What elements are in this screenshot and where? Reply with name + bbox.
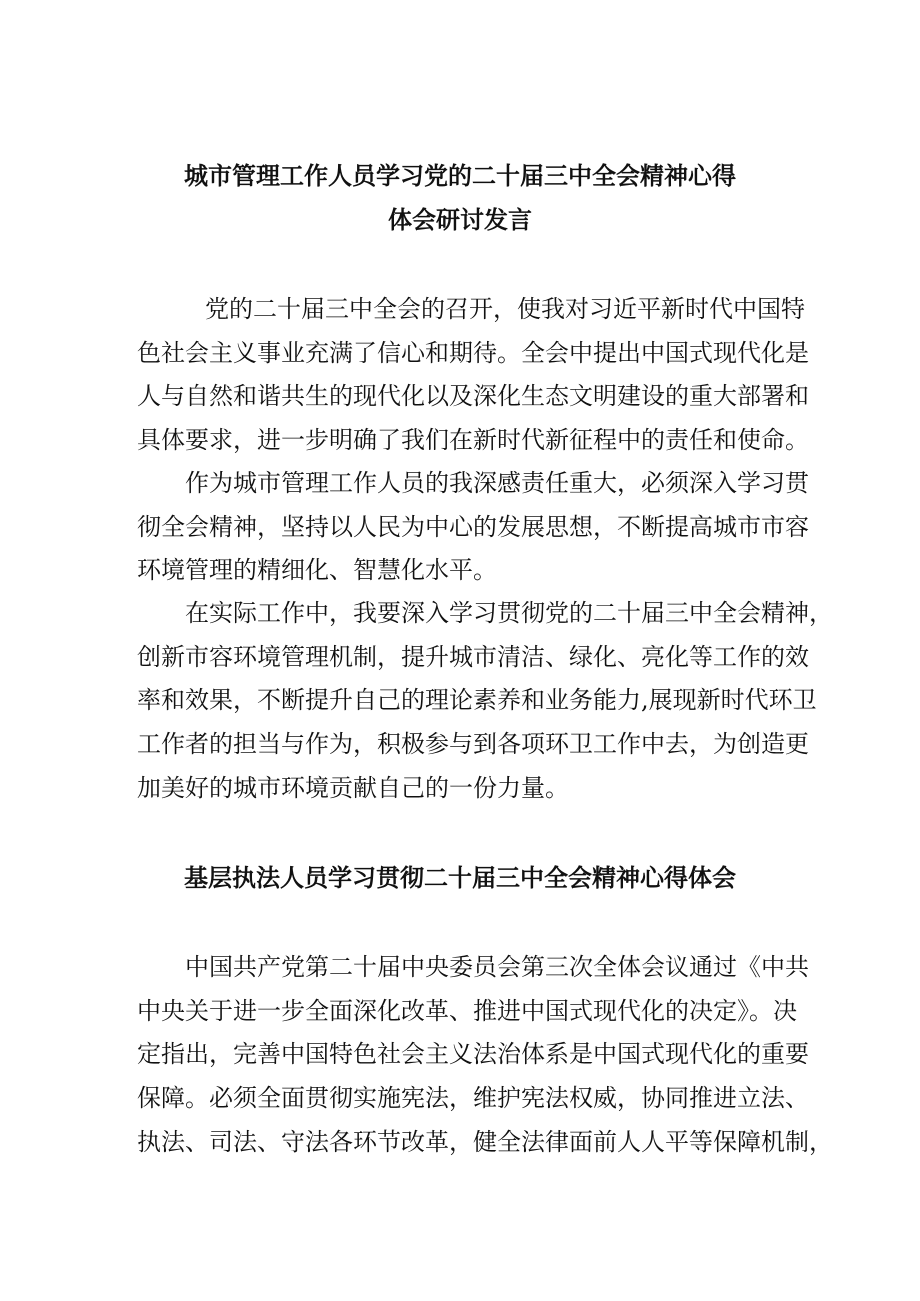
section2-title <box>0 856 920 900</box>
section1-paragraph-3 <box>137 592 833 811</box>
paragraph-line: 中央关于进一步全面深化改革、推进中国式现代化的决定》。决 <box>137 996 797 1025</box>
section2-title-line: 基层执法人员学习贯彻二十届三中全会精神心得体会 <box>184 864 736 892</box>
paragraph-line: 彻全会精神，坚持以人民为中心的发展思想，不断提高城市市容 <box>137 512 809 541</box>
paragraph-line: 党的二十届三中全会的召开，使我对习近平新时代中国特 <box>205 295 805 323</box>
section2-paragraph-1 <box>137 946 833 1165</box>
paragraph-line: 色社会主义事业充满了信心和期待。全会中提出中国式现代化是 <box>137 338 809 367</box>
paragraph-line: 在实际工作中，我要深入学习贯彻党的二十届三中全会精神， <box>185 599 833 627</box>
paragraph-line: 创新市容环境管理机制，提升城市清洁、绿化、亮化等工作的效 <box>137 642 809 671</box>
paragraph-line: 保障。必须全面贯彻实施宪法，维护宪法权威，协同推进立法、 <box>137 1084 809 1113</box>
paragraph-line: 执法、司法、守法各环节改革，健全法律面前人人平等保障机制， <box>137 1127 833 1156</box>
paragraph-line: 作为城市管理工作人员的我深感责任重大，必须深入学习贯 <box>185 469 809 497</box>
paragraph-line: 率和效果，不断提升自己的理论素养和业务能力,展现新时代环卫 <box>137 686 817 715</box>
section1-title-line2: 体会研讨发言 <box>388 206 532 234</box>
paragraph-line: 具体要求，进一步明确了我们在新时代新征程中的责任和使命。 <box>137 426 809 455</box>
section1-paragraph-1 <box>137 288 809 463</box>
section1-title <box>0 154 920 242</box>
paragraph-line: 定指出，完善中国特色社会主义法治体系是中国式现代化的重要 <box>137 1040 809 1069</box>
paragraph-line: 环境管理的精细化、智慧化水平。 <box>137 556 497 585</box>
section1-title-line1: 城市管理工作人员学习党的二十届三中全会精神心得 <box>184 162 736 190</box>
paragraph-line: 人与自然和谐共生的现代化以及深化生态文明建设的重大部署和 <box>137 382 809 411</box>
paragraph-line: 中国共产党第二十届中央委员会第三次全体会议通过《中共 <box>185 953 809 981</box>
paragraph-line: 工作者的担当与作为，积极参与到各项环卫工作中去，为创造更 <box>137 730 809 759</box>
section1-paragraph-2 <box>137 462 809 593</box>
paragraph-line: 加美好的城市环境贡献自己的一份力量。 <box>137 773 569 802</box>
